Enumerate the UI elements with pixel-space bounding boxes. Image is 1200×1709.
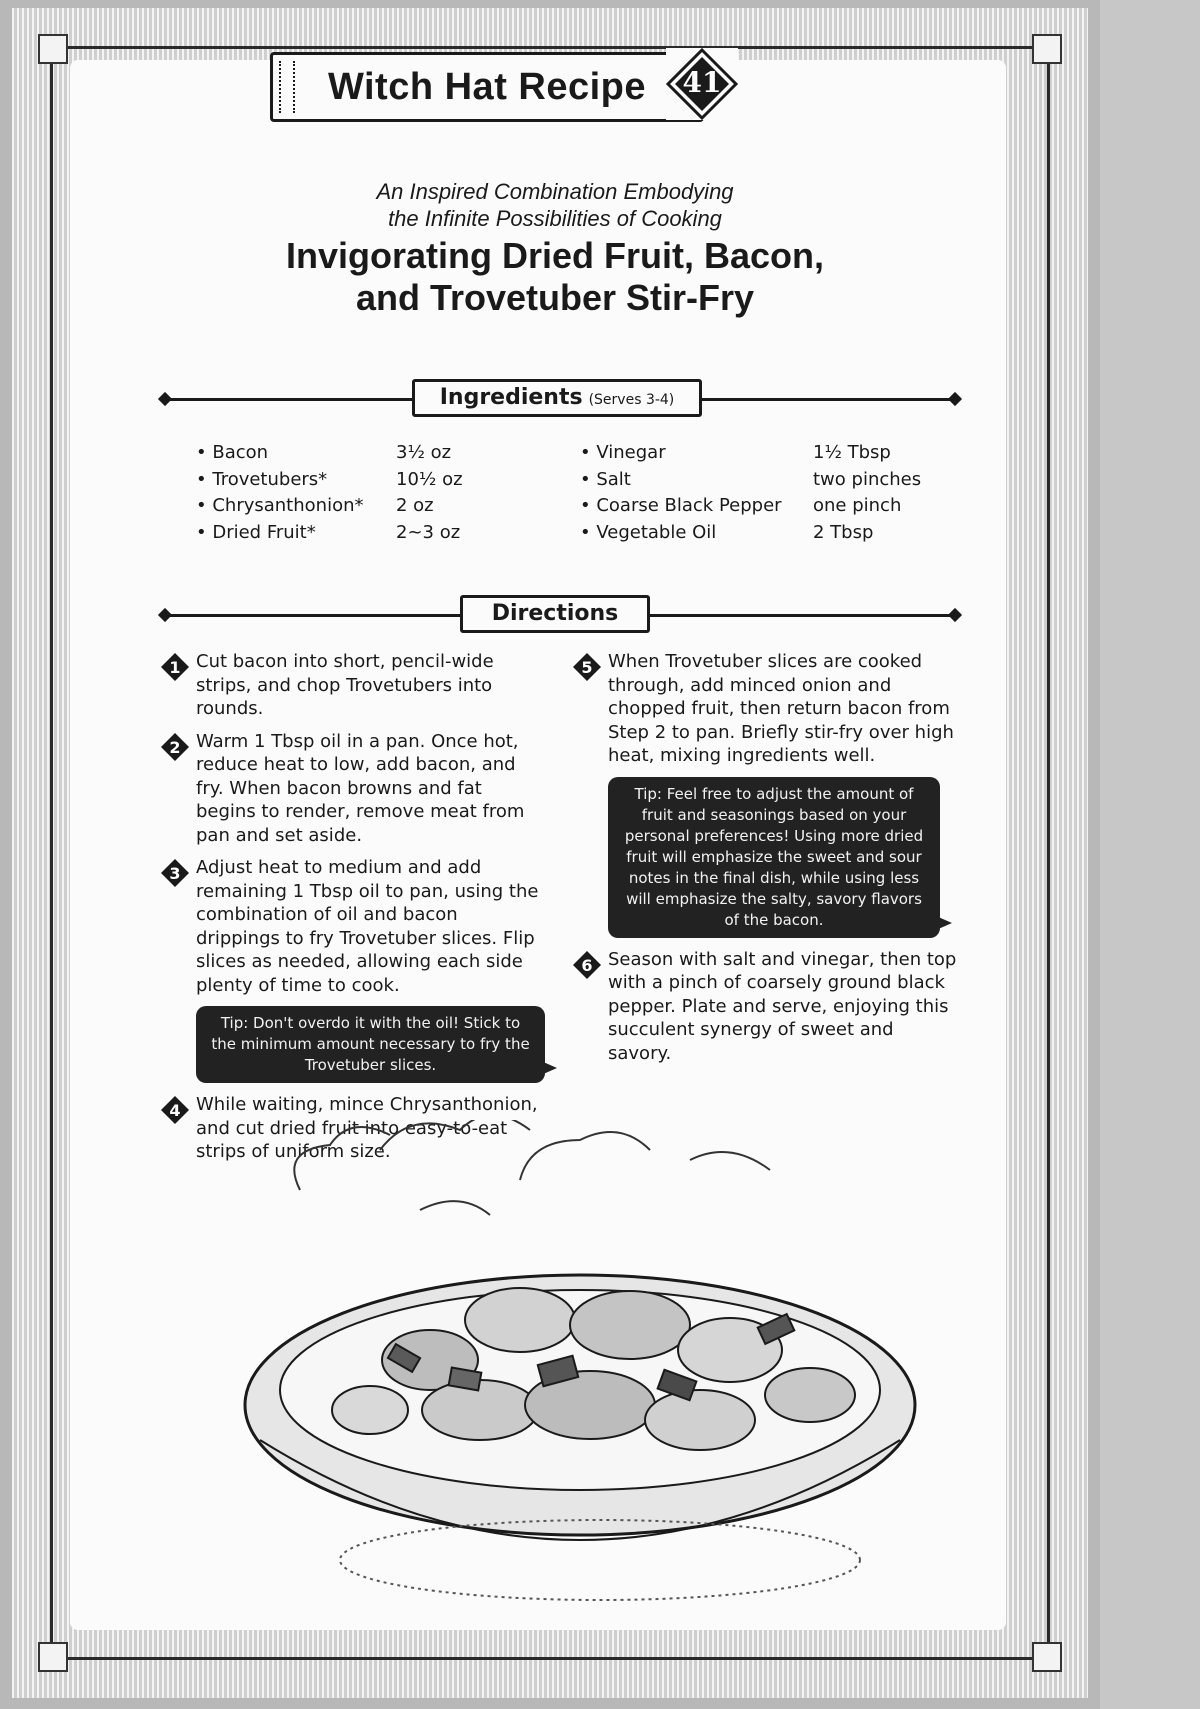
recipe-subtitle <box>250 178 860 232</box>
serves-note: (Serves 3-4) <box>588 392 675 408</box>
directions-heading: Directions <box>491 601 619 626</box>
banner-title: Witch Hat Recipe <box>327 65 647 108</box>
dish-title-line-2: and Trovetuber Stir-Fry <box>355 277 755 318</box>
step-number-badge: 4 <box>160 1095 190 1125</box>
ingredients-list-left <box>196 440 536 546</box>
step-text: Warm 1 Tbsp oil in a pan. Once hot, reduce heat to low, add bacon, and fry. When bacon browns and fat begins to render, remove meat from pan and set aside. <box>196 730 525 846</box>
ingredient-row: • Coarse Black Pepper one pinch <box>580 495 902 516</box>
direction-step <box>572 948 960 1066</box>
chapter-number: 41 <box>682 66 722 99</box>
ingredients-heading-box <box>412 379 702 417</box>
divider-diamond-icon <box>158 608 172 622</box>
divider-diamond-icon <box>158 392 172 406</box>
subtitle-line-1: An Inspired Combination Embodying <box>376 179 734 204</box>
direction-step <box>160 650 545 721</box>
divider-diamond-icon <box>948 392 962 406</box>
recipe-banner <box>270 44 740 130</box>
step-number-badge: 3 <box>160 858 190 888</box>
directions-divider <box>160 595 960 635</box>
step-text: While waiting, mince Chrysanthonion, and cut dried fruit into easy-to-eat strips of uniform size. <box>196 1094 538 1162</box>
directions-left-column <box>160 650 545 1173</box>
ingredient-row: • Vegetable Oil 2 Tbsp <box>580 521 874 543</box>
subtitle-line-2: the Infinite Possibilities of Cooking <box>388 206 722 231</box>
page-edge-strip <box>1100 0 1200 1709</box>
ingredient-row: • Trovetubers* 10½ oz <box>196 468 463 490</box>
step-number-badge: 5 <box>572 652 602 682</box>
border-corner <box>1032 34 1062 64</box>
stir-fry-bowl-illustration <box>220 1120 940 1620</box>
ingredients-heading: Ingredients <box>439 385 583 410</box>
direction-step <box>572 650 960 768</box>
step-text: Adjust heat to medium and add remaining 1 Tbsp oil to pan, using the combination of oil and bacon drippings to fry Trovetuber slices. Flip slices as needed, allowing each side plenty of time to cook. <box>196 857 539 996</box>
directions-heading-box <box>460 595 650 633</box>
ingredient-row: • Salt two pinches <box>580 468 922 490</box>
ingredients-list-right <box>580 440 953 546</box>
tip-bubble: Tip: Feel free to adjust the amount of fruit and seasonings based on your personal preferences! Using more dried fruit will emphasize the sweet and sour notes in the final dish, while using less will emphasize the salty, savory flavors of the bacon. <box>608 777 940 938</box>
directions-right-column <box>572 650 960 1074</box>
step-text: When Trovetuber slices are cooked through, add minced onion and chopped fruit, then return bacon from Step 2 to pan. Briefly stir-fry over high heat, mixing ingredients well. <box>608 651 954 766</box>
step-text: Season with salt and vinegar, then top with a pinch of coarsely ground black pepper. Plate and serve, enjoying this succulent synergy of sweet and savory. <box>608 948 957 1064</box>
step-number-badge: 6 <box>572 950 602 980</box>
border-corner <box>38 34 68 64</box>
ingredient-row: • Vinegar 1½ Tbsp <box>580 442 891 463</box>
step-number-badge: 1 <box>160 652 190 682</box>
banner-ribbon <box>270 52 704 122</box>
step-number-badge: 2 <box>160 732 190 762</box>
ingredient-row: • Bacon 3½ oz <box>196 442 452 463</box>
dish-title <box>200 235 910 319</box>
step-text: Cut bacon into short, pencil-wide strips, and chop Trovetubers into rounds. <box>196 651 494 719</box>
steam-icon <box>294 1120 770 1215</box>
border-corner <box>1032 1642 1062 1672</box>
ingredients-divider <box>160 379 960 419</box>
dish-title-line-1: Invigorating Dried Fruit, Bacon, <box>285 235 825 276</box>
direction-step <box>160 856 545 997</box>
ingredient-row: • Chrysanthonion* 2 oz <box>196 495 434 516</box>
divider-diamond-icon <box>948 608 962 622</box>
border-corner <box>38 1642 68 1672</box>
ingredient-row: • Dried Fruit* 2~3 oz <box>196 521 461 543</box>
chapter-badge <box>666 48 738 120</box>
tip-bubble: Tip: Don't overdo it with the oil! Stick to the minimum amount necessary to fry the Trovetuber slices. <box>196 1006 545 1083</box>
direction-step <box>160 730 545 848</box>
